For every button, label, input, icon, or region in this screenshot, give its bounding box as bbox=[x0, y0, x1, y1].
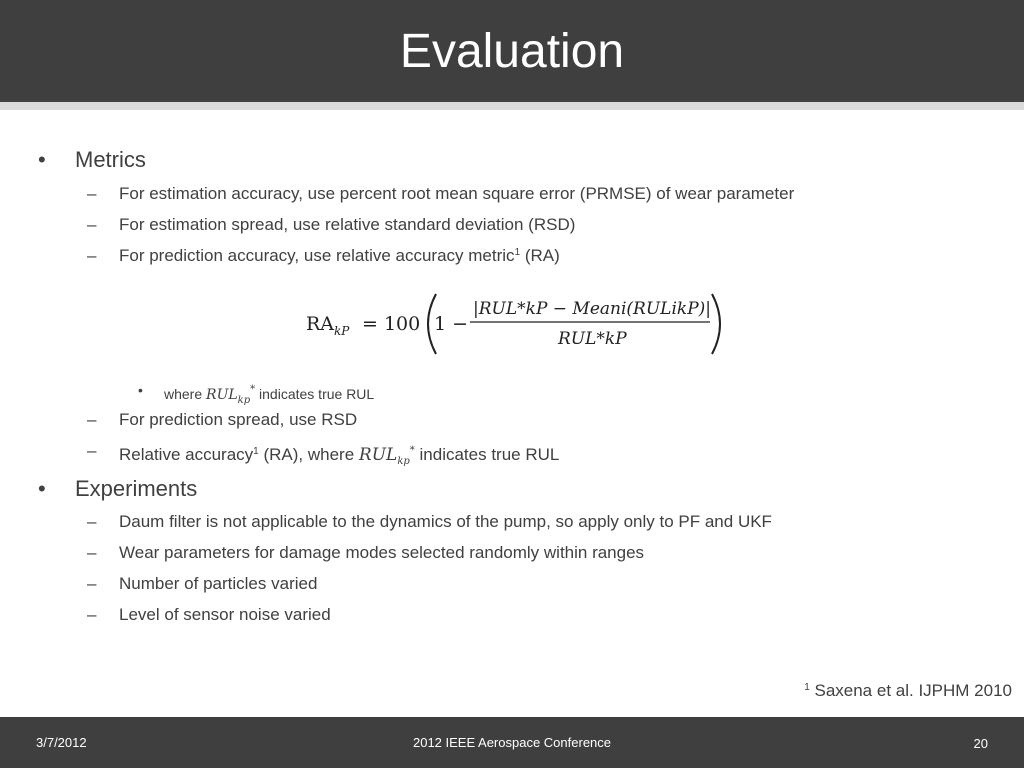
sub-item-text: For prediction spread, use RSD bbox=[119, 410, 358, 429]
dash-marker: – bbox=[87, 410, 97, 429]
dash-marker: – bbox=[87, 441, 97, 460]
bullet-text: Experiments bbox=[75, 476, 198, 501]
relative-accuracy-formula bbox=[300, 286, 730, 362]
dash-marker: – bbox=[87, 184, 97, 203]
rul-symbol bbox=[359, 445, 415, 465]
bullet-text: Metrics bbox=[75, 147, 146, 172]
formula-denominator: RUL*kP bbox=[558, 329, 627, 349]
title-bar bbox=[0, 0, 1024, 102]
footnote-ref: 1 bbox=[253, 446, 259, 457]
where-prefix: where bbox=[164, 386, 203, 402]
footnote-text: Saxena et al. IJPHM 2010 bbox=[814, 681, 1012, 700]
dash-marker: – bbox=[87, 605, 97, 624]
dash-marker: – bbox=[87, 574, 97, 593]
footnote bbox=[804, 680, 1012, 702]
formula-one-minus: 1 − bbox=[434, 313, 469, 335]
sub-item-text: For estimation accuracy, use percent root mean square error (PRMSE) of wear parameter bbox=[119, 184, 795, 203]
sub-item-text bbox=[119, 245, 560, 267]
rul-base: RUL bbox=[358, 445, 398, 465]
formula-lhs: RA bbox=[306, 313, 335, 335]
rul-sub: kp bbox=[397, 456, 410, 467]
formula-eq: = 100 bbox=[362, 313, 421, 335]
footer-conference: 2012 IEEE Aerospace Conference bbox=[412, 735, 612, 750]
rul-sup: * bbox=[250, 384, 256, 395]
where-suffix: indicates true RUL bbox=[259, 386, 375, 402]
bullet-marker: • bbox=[38, 147, 46, 172]
sub-item-suffix: (RA), where bbox=[263, 445, 355, 464]
rul-sup: * bbox=[409, 445, 415, 456]
sub-item-text: Level of sensor noise varied bbox=[119, 605, 331, 624]
footer-bar bbox=[0, 717, 1024, 768]
sub-item-suffix: indicates true RUL bbox=[419, 445, 560, 464]
footnote-ref: 1 bbox=[514, 247, 521, 258]
dash-marker: – bbox=[87, 543, 97, 562]
rul-base: RUL bbox=[206, 387, 238, 403]
rul-symbol bbox=[206, 384, 256, 406]
slide-title: Evaluation bbox=[399, 25, 625, 78]
sub-item-text: Wear parameters for damage modes selected randomly within ranges bbox=[119, 543, 645, 562]
bullet-marker: • bbox=[38, 476, 46, 501]
right-paren bbox=[712, 294, 720, 354]
dash-marker: – bbox=[87, 512, 97, 531]
title-divider bbox=[0, 102, 1024, 110]
page-number: 20 bbox=[973, 736, 988, 751]
where-note-text bbox=[164, 380, 374, 411]
sub-item-text: Daum filter is not applicable to the dynamics of the pump, so apply only to PF and UKF bbox=[119, 512, 772, 531]
sub-item-label: For prediction accuracy, use relative accuracy metric bbox=[119, 246, 515, 265]
dash-marker: – bbox=[87, 215, 97, 234]
formula-lhs-sub: kP bbox=[334, 324, 350, 338]
sub-item-suffix: (RA) bbox=[524, 246, 560, 265]
sub-item-text: For estimation spread, use relative standard deviation (RSD) bbox=[119, 215, 576, 234]
sub-item-label: Relative accuracy bbox=[119, 445, 254, 464]
sub-item-text: Number of particles varied bbox=[119, 574, 318, 593]
footer-date: 3/7/2012 bbox=[36, 735, 87, 750]
formula-numerator: |RUL*kP − Meani(RULikP)| bbox=[473, 299, 712, 319]
dash-marker: – bbox=[87, 246, 97, 265]
footnote-mark: 1 bbox=[804, 682, 810, 693]
bullet-marker: • bbox=[138, 382, 143, 398]
rul-sub: kp bbox=[237, 395, 251, 406]
sub-item-text bbox=[119, 440, 559, 473]
